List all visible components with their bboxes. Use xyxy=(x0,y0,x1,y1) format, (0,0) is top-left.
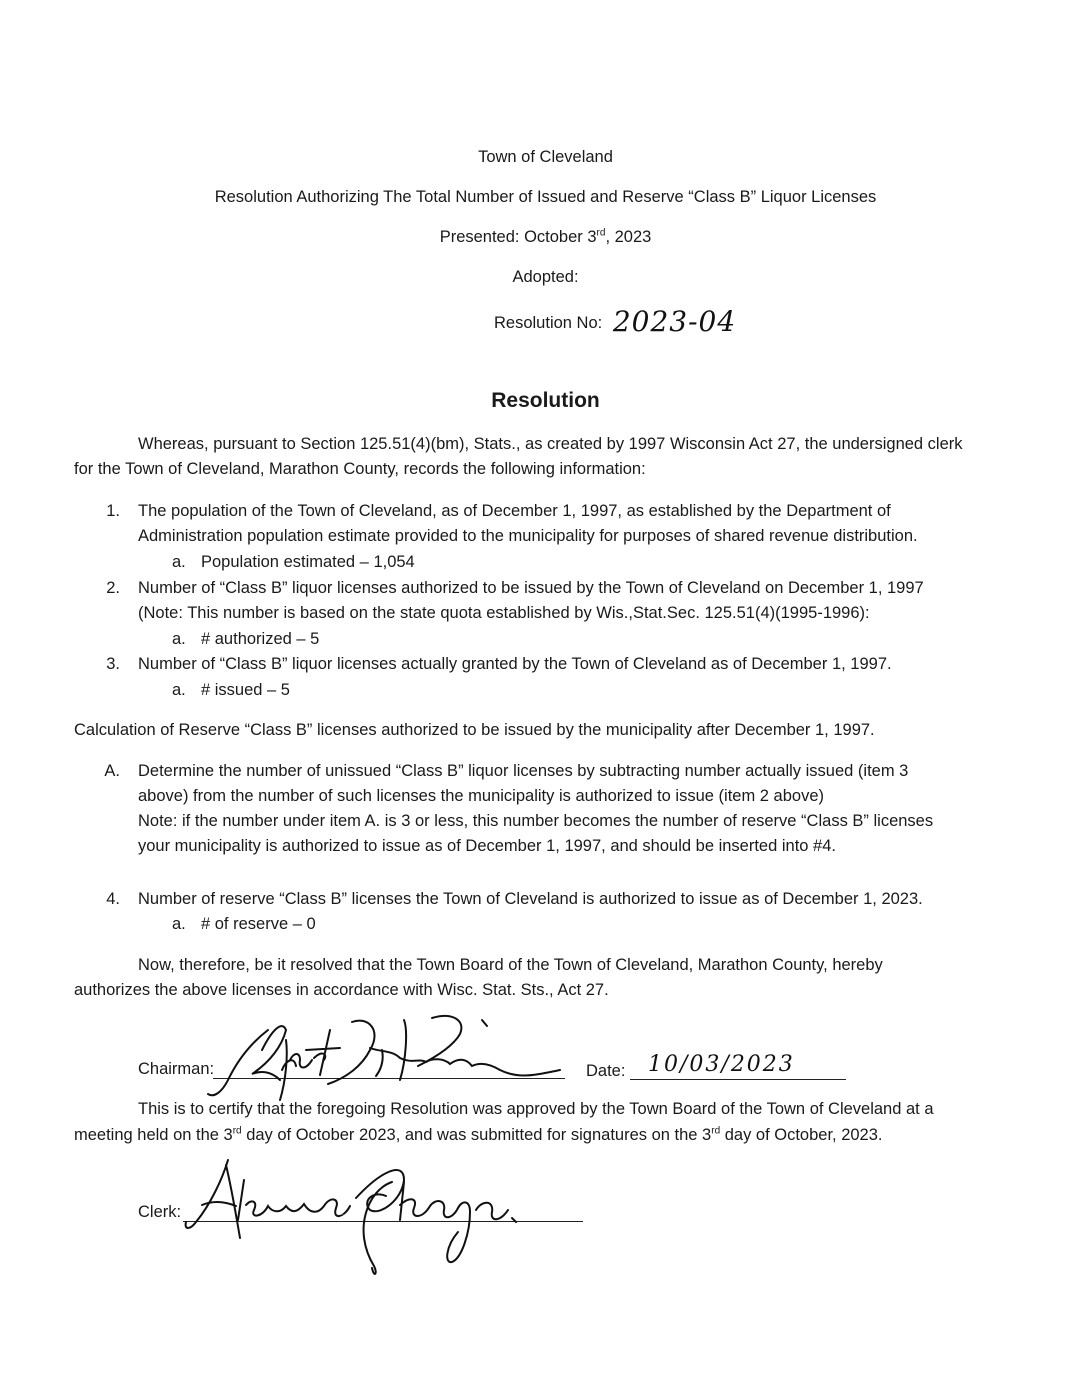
item-3a-text: # issued – 5 xyxy=(201,681,290,699)
certify-text-b: day of October 2023, and was submitted for signatures on the 3 xyxy=(241,1126,712,1144)
chairman-signature-line xyxy=(213,1078,565,1079)
item-a-letter: A. xyxy=(104,762,120,780)
item-1a-text: Population estimated – 1,054 xyxy=(201,553,415,571)
item-4-line-1: Number of reserve “Class B” licenses the Town of Cleveland is authorized to issue as of December 1, 2023. xyxy=(138,890,923,908)
item-3-line-1: Number of “Class B” liquor licenses actually granted by the Town of Cleveland as of December 1, 1997. xyxy=(138,655,892,673)
town-name: Town of Cleveland xyxy=(478,148,613,166)
resolved-line-2: authorizes the above licenses in accordance with Wisc. Stat. Sts., Act 27. xyxy=(74,981,609,999)
presented-label: Presented: October 3 xyxy=(439,228,597,246)
calculation-heading: Calculation of Reserve “Class B” licenses authorized to be issued by the municipality after December 1, 1997. xyxy=(74,721,875,739)
item-1-line-1: The population of the Town of Cleveland, as of December 1, 1997, as established by the Department of xyxy=(138,502,891,520)
clerk-label: Clerk: xyxy=(138,1203,182,1221)
whereas-line-1: Whereas, pursuant to Section 125.51(4)(bm), Stats., as created by 1997 Wisconsin Act 27, the undersigned clerk xyxy=(138,435,963,453)
date-label: Date: xyxy=(586,1062,626,1080)
item-4-number: 4. xyxy=(106,890,120,908)
item-a-line-2: above) from the number of such licenses the municipality is authorized to issue (item 2 above) xyxy=(138,787,824,805)
clerk-signature-text: Alexandra Skaya xyxy=(340,1215,349,1216)
certify-superscript-2: rd xyxy=(711,1125,721,1137)
adopted-label: Adopted: xyxy=(512,268,579,286)
certify-superscript-1: rd xyxy=(232,1125,242,1137)
item-1a-letter: a. xyxy=(172,553,186,571)
resolution-number xyxy=(494,306,736,336)
certify-text-a: meeting held on the 3 xyxy=(74,1126,233,1144)
item-a-line-4: your municipality is authorized to issue as of December 1, 1997, and should be inserted into #4. xyxy=(138,837,836,855)
chairman-signature-text: Kurt Jochimsen xyxy=(310,1076,318,1077)
item-a-line-1: Determine the number of unissued “Class B” liquor licenses by subtracting number actually issued (item 3 xyxy=(138,762,909,780)
resolution-heading: Resolution Authorizing The Total Number of Issued and Reserve “Class B” Liquor Licenses xyxy=(214,188,877,206)
item-4a-text: # of reserve – 0 xyxy=(201,915,316,933)
presented-date xyxy=(0,225,1091,250)
whereas-line-2: for the Town of Cleveland, Marathon County, records the following information: xyxy=(74,460,646,478)
item-1-number: 1. xyxy=(106,502,120,520)
date-handwritten: 10/03/2023 xyxy=(648,1052,795,1077)
item-2a-text: # authorized – 5 xyxy=(201,630,320,648)
item-2-line-1: Number of “Class B” liquor licenses authorized to be issued by the Town of Cleveland on December 1, 1997 xyxy=(138,579,924,597)
item-2-line-2: (Note: This number is based on the state quota established by Wis.,Stat.Sec. 125.51(4)(1995-1996): xyxy=(138,604,870,622)
certify-text-c: day of October, 2023. xyxy=(720,1126,883,1144)
section-title: Resolution xyxy=(491,389,600,412)
chairman-label: Chairman: xyxy=(138,1060,215,1078)
item-4a-letter: a. xyxy=(172,915,186,933)
resolved-line-1: Now, therefore, be it resolved that the Town Board of the Town of Cleveland, Marathon County, hereby xyxy=(138,956,883,974)
date-line xyxy=(630,1079,846,1080)
presented-year: , 2023 xyxy=(605,228,652,246)
item-2a-letter: a. xyxy=(172,630,186,648)
item-3-number: 3. xyxy=(106,655,120,673)
certify-line-1: This is to certify that the foregoing Resolution was approved by the Town Board of the Town of Cleveland at a xyxy=(138,1100,934,1118)
item-3a-letter: a. xyxy=(172,681,186,699)
resolution-number-handwritten: 2023-04 xyxy=(612,305,737,338)
presented-superscript: rd xyxy=(596,227,606,239)
item-1-line-2: Administration population estimate provided to the municipality for purposes of shared revenue distribution. xyxy=(138,527,918,545)
item-a-line-3: Note: if the number under item A. is 3 or less, this number becomes the number of reserve “Class B” licenses xyxy=(138,812,934,830)
clerk-signature-line xyxy=(183,1221,583,1222)
item-2-number: 2. xyxy=(106,579,120,597)
certify-line-2 xyxy=(74,1123,883,1148)
resolution-number-label: Resolution No: xyxy=(494,314,603,332)
